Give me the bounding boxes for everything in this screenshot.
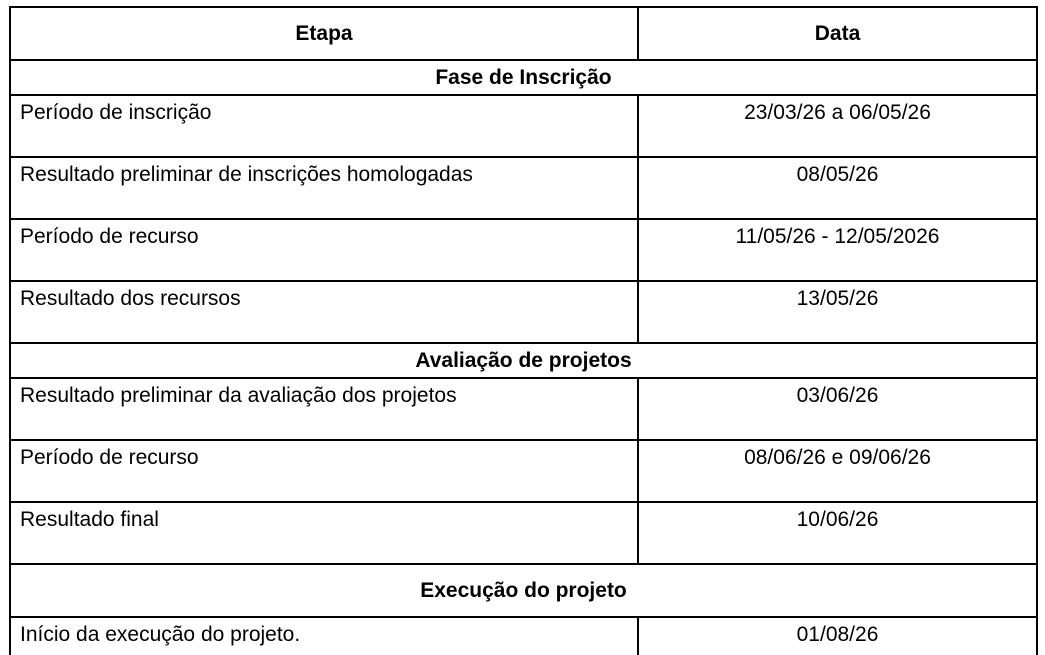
table-row	[10, 157, 1037, 219]
data-cell: 23/03/26 a 06/05/26	[638, 95, 1037, 157]
table-row	[10, 502, 1037, 564]
header-etapa: Etapa	[10, 7, 638, 60]
etapa-cell: Resultado preliminar de inscrições homologadas	[10, 157, 638, 219]
schedule-table	[9, 6, 1038, 655]
table-row	[10, 617, 1037, 655]
section-header-execucao	[10, 564, 1037, 617]
data-cell: 03/06/26	[638, 378, 1037, 440]
etapa-cell: Resultado final	[10, 502, 638, 564]
section-title: Execução do projeto	[10, 564, 1037, 617]
data-cell: 13/05/26	[638, 281, 1037, 343]
etapa-cell: Resultado preliminar da avaliação dos projetos	[10, 378, 638, 440]
section-header-avaliacao	[10, 343, 1037, 378]
table-row	[10, 440, 1037, 502]
table-row	[10, 378, 1037, 440]
etapa-cell: Período de recurso	[10, 219, 638, 281]
data-cell: 01/08/26	[638, 617, 1037, 655]
etapa-cell: Resultado dos recursos	[10, 281, 638, 343]
etapa-cell: Início da execução do projeto.	[10, 617, 638, 655]
header-data: Data	[638, 7, 1037, 60]
data-cell: 10/06/26	[638, 502, 1037, 564]
table-row	[10, 95, 1037, 157]
etapa-cell: Período de inscrição	[10, 95, 638, 157]
header-row	[10, 7, 1037, 60]
table-row	[10, 219, 1037, 281]
data-cell: 08/05/26	[638, 157, 1037, 219]
table-row	[10, 281, 1037, 343]
data-cell: 11/05/26 - 12/05/2026	[638, 219, 1037, 281]
section-title: Fase de Inscrição	[10, 60, 1037, 95]
section-header-inscricao	[10, 60, 1037, 95]
section-title: Avaliação de projetos	[10, 343, 1037, 378]
etapa-cell: Período de recurso	[10, 440, 638, 502]
data-cell: 08/06/26 e 09/06/26	[638, 440, 1037, 502]
